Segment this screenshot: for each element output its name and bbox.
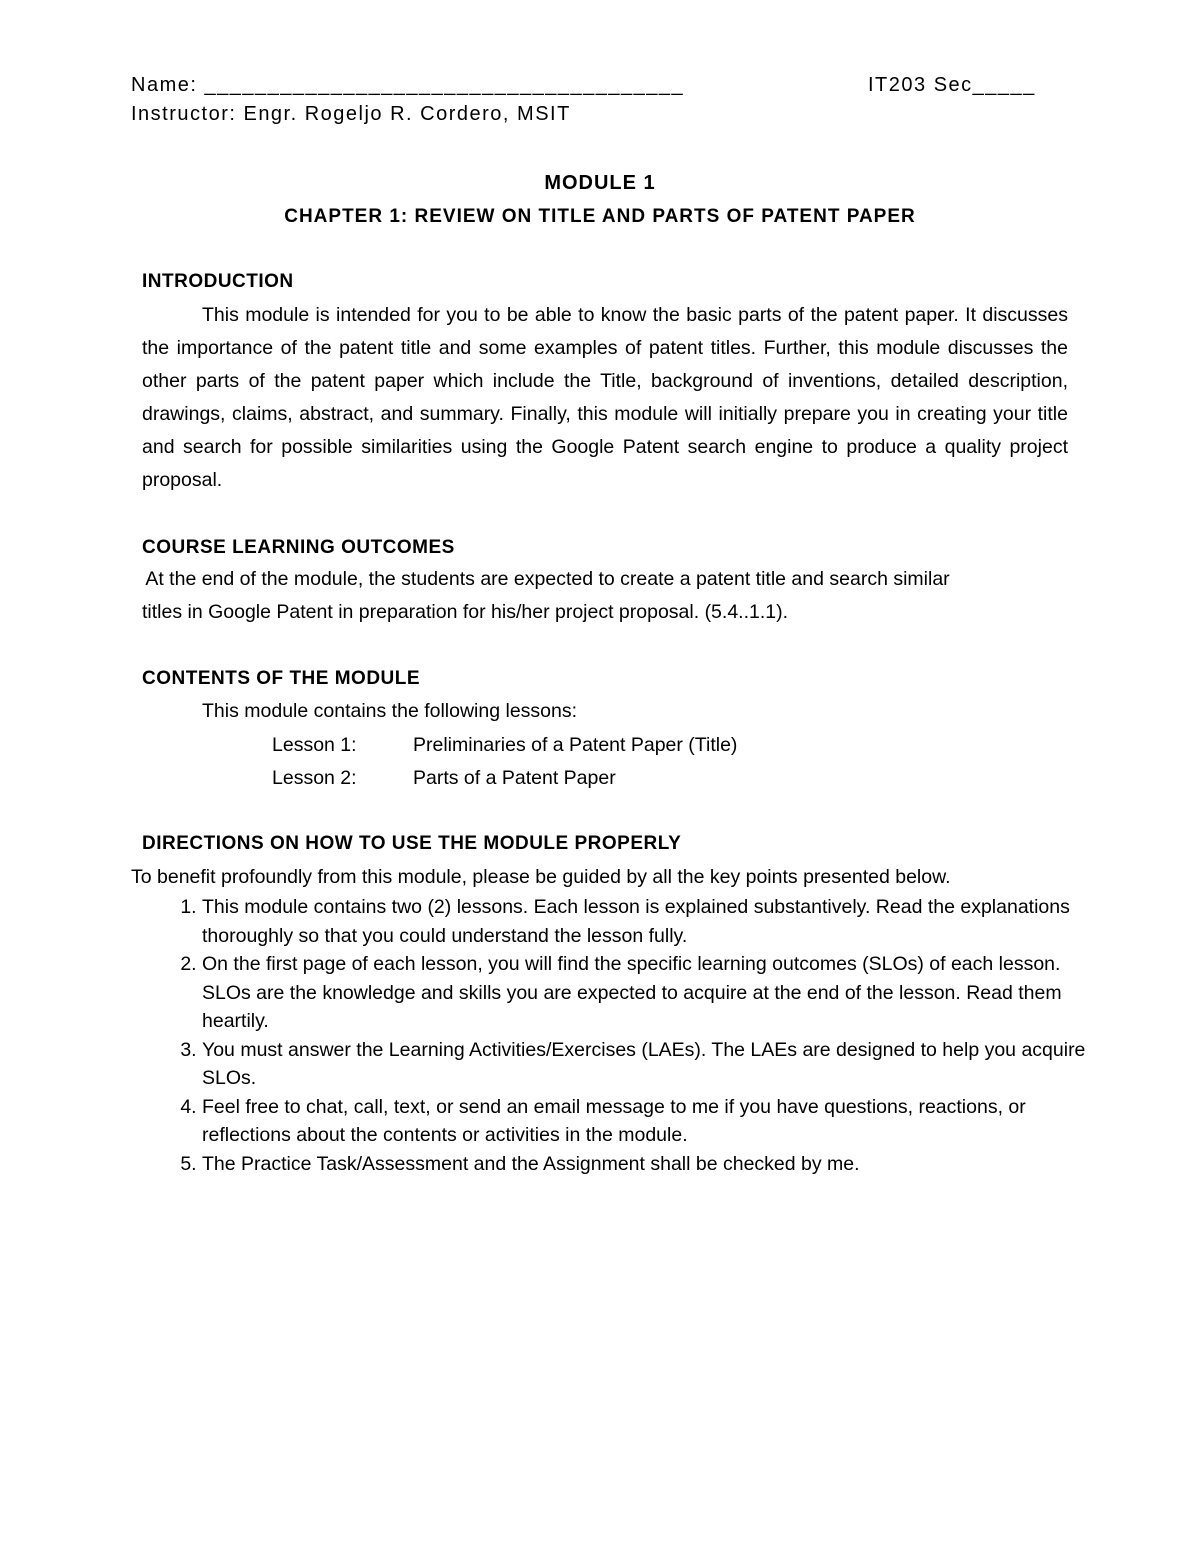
outcomes-line-2: titles in Google Patent in preparation for his/her project proposal. (5.4..1.1). bbox=[142, 601, 789, 623]
lesson-number: Lesson 1: bbox=[272, 734, 357, 756]
list-item: 2. On the first page of each lesson, you will find the specific learning outcomes (SLOs) of each lesson. SLOs are the knowledge and skills you are expected to acquire at the end of the lesson. Read them heartily. bbox=[202, 950, 1102, 1036]
lesson-title: Preliminaries of a Patent Paper (Title) bbox=[413, 734, 738, 756]
outcomes-line-1: At the end of the module, the students are expected to create a patent title and search similar bbox=[141, 568, 950, 590]
list-item: 1. This module contains two (2) lessons. Each lesson is explained substantively. Read the explanations thoroughly so that you could understand the lesson fully. bbox=[202, 893, 1102, 950]
introduction-heading: INTRODUCTION bbox=[142, 271, 294, 292]
module-title: MODULE 1 bbox=[544, 172, 656, 194]
outcomes-heading: COURSE LEARNING OUTCOMES bbox=[142, 537, 455, 558]
chapter-title: CHAPTER 1: REVIEW ON TITLE AND PARTS OF PATENT PAPER bbox=[284, 206, 916, 227]
directions-heading: DIRECTIONS ON HOW TO USE THE MODULE PROPERLY bbox=[142, 833, 682, 854]
introduction-body bbox=[142, 299, 1068, 497]
lesson-number: Lesson 2: bbox=[272, 767, 357, 789]
contents-intro: This module contains the following lessons: bbox=[202, 700, 578, 722]
directions-list bbox=[166, 893, 1102, 1178]
list-item: 3. You must answer the Learning Activities/Exercises (LAEs). The LAEs are designed to help you acquire SLOs. bbox=[202, 1036, 1102, 1093]
lesson-row bbox=[272, 767, 616, 790]
list-item: 4. Feel free to chat, call, text, or send an email message to me if you have questions, reactions, or reflections about the contents or activities in the module. bbox=[202, 1093, 1102, 1150]
instructor-line: Instructor: Engr. Rogeljo R. Cordero, MSIT bbox=[131, 103, 571, 125]
list-item: 5. The Practice Task/Assessment and the Assignment shall be checked by me. bbox=[202, 1150, 1102, 1179]
introduction-text: This module is intended for you to be able to know the basic parts of the patent paper. It discusses the importance of the patent title and some examples of patent titles. Further, this module discusses the other parts of the patent paper which include the Title, background of inventions, detailed description, drawings, claims, abstract, and summary. Finally, this module will initially prepare you in creating your title and search for possible similarities using the Google Patent search engine to produce a quality project proposal. bbox=[142, 304, 1068, 491]
lesson-title: Parts of a Patent Paper bbox=[413, 767, 616, 789]
contents-heading: CONTENTS OF THE MODULE bbox=[142, 668, 421, 689]
directions-intro: To benefit profoundly from this module, please be guided by all the key points presented below. bbox=[131, 866, 951, 888]
name-field-line: Name: ______________________________________ bbox=[131, 74, 685, 96]
section-field-line: IT203 Sec_____ bbox=[868, 74, 1036, 96]
lesson-row bbox=[272, 734, 737, 757]
